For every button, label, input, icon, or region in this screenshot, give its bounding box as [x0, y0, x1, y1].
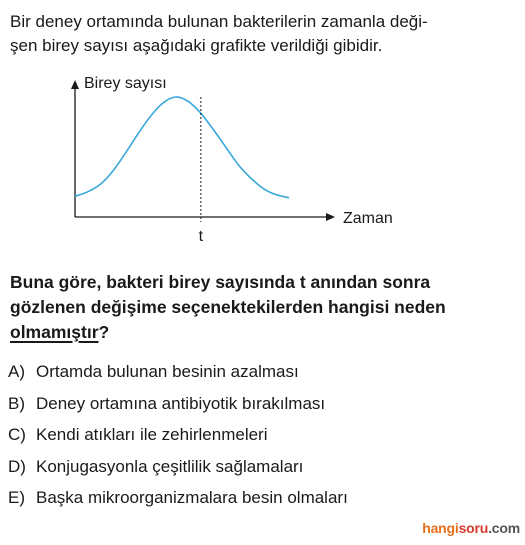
option-text: Ortamda bulunan besinin azalması [36, 362, 299, 381]
option-letter: A) [8, 362, 25, 381]
site-logo [422, 520, 520, 536]
y-axis-arrow [71, 80, 79, 89]
option-letter: D) [8, 456, 26, 476]
option-c[interactable] [8, 421, 518, 453]
question-text [10, 270, 518, 345]
logo-part-com: .com [488, 520, 520, 536]
question-line-2: gözlenen değişime seçenektekilerden hangisi neden [10, 297, 446, 317]
logo-part-soru: soru [458, 520, 489, 536]
option-a[interactable] [8, 358, 518, 390]
option-b[interactable] [8, 390, 518, 422]
x-axis-arrow [326, 213, 335, 221]
emphasis-olmamistir: olmamıştır [10, 322, 99, 342]
y-axis-label: Birey sayısı [84, 75, 167, 92]
intro-line-1: Bir deney ortamında bulunan bakterilerin zamanla deği- [10, 12, 428, 31]
option-letter: C) [8, 425, 26, 444]
population-curve [75, 97, 289, 198]
question-line-1: Buna göre, bakteri birey sayısında t anından sonra [10, 272, 431, 292]
option-text: Deney ortamına antibiyotik bırakılması [36, 393, 326, 413]
option-letter: B) [8, 393, 25, 413]
option-e[interactable] [8, 484, 518, 516]
question-line-3 [10, 320, 518, 345]
option-text: Başka mikroorganizmalara besin olmaları [36, 488, 348, 507]
option-text: Konjugasyonla çeşitlilik sağlamaları [36, 456, 304, 476]
x-tick-t: t [198, 228, 204, 245]
option-text: Kendi atıkları ile zehirlenmeleri [36, 425, 268, 444]
option-d[interactable] [8, 453, 518, 485]
x-axis-label: Zaman [343, 210, 393, 227]
answer-options [8, 358, 518, 516]
option-letter: E) [8, 488, 25, 507]
logo-part-hangi: hangi [422, 520, 459, 536]
question-mark: ? [98, 322, 110, 342]
intro-line-2: şen birey sayısı aşağıdaki grafikte verildiği gibidir. [10, 36, 383, 55]
